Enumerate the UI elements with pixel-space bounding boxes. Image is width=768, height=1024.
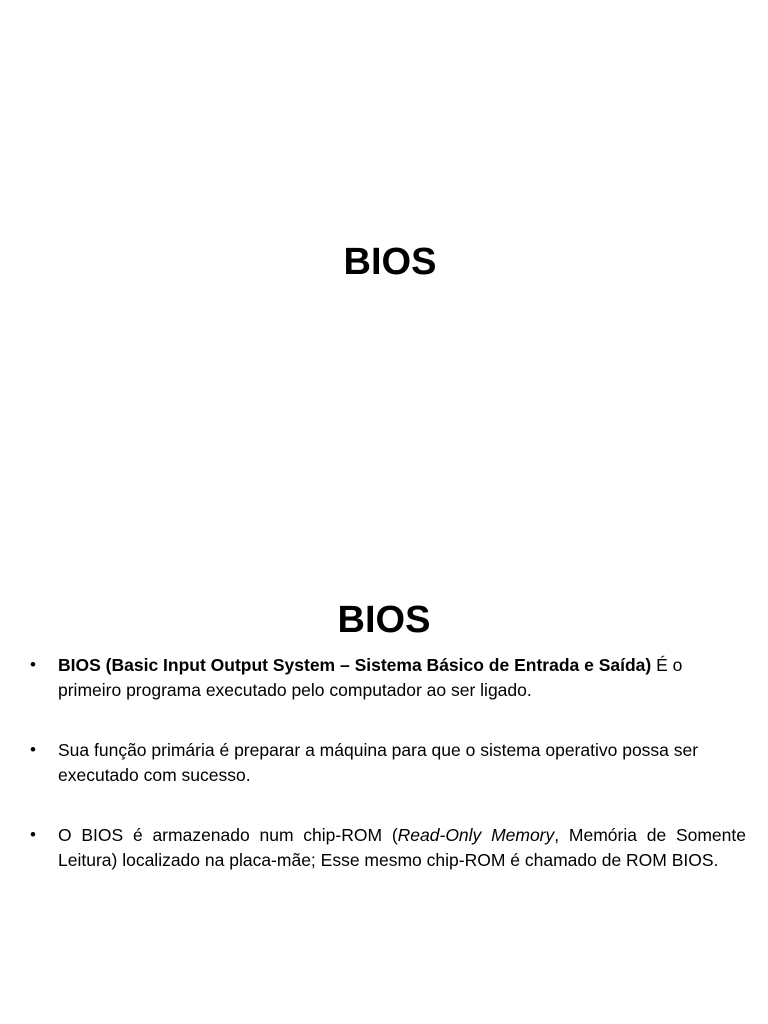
bullet-dot-icon: • xyxy=(30,825,36,844)
bullet-dot-icon: • xyxy=(30,740,36,759)
bullet-italic-text: Read-Only Memory xyxy=(397,825,555,845)
bullet-text xyxy=(58,823,746,873)
list-item xyxy=(30,738,746,788)
bullet-text: Sua função primária é preparar a máquina para que o sistema operativo possa ser executado com sucesso. xyxy=(58,740,699,785)
slide-2 xyxy=(0,512,768,1024)
bullet-normal-text: É o primeiro programa executado pelo computador ao ser ligado. xyxy=(58,655,683,700)
bullet-list xyxy=(30,653,746,908)
list-item xyxy=(30,653,746,703)
bullet-dot-icon: • xyxy=(30,655,36,674)
bullet-text-before: O BIOS é armazenado num chip-ROM ( xyxy=(58,825,398,845)
slide-1-title: BIOS xyxy=(343,241,437,283)
list-item xyxy=(30,823,746,873)
slide-2-title: BIOS xyxy=(337,599,431,641)
bullet-bold-text: BIOS (Basic Input Output System – Sistema Básico de Entrada e Saída) xyxy=(58,655,652,675)
bullet-text xyxy=(58,655,682,700)
bullet-text-after: , Memória de Somente Leitura) localizado na placa-mãe; Esse mesmo chip-ROM é chamado de ROM BIOS. xyxy=(58,825,746,870)
